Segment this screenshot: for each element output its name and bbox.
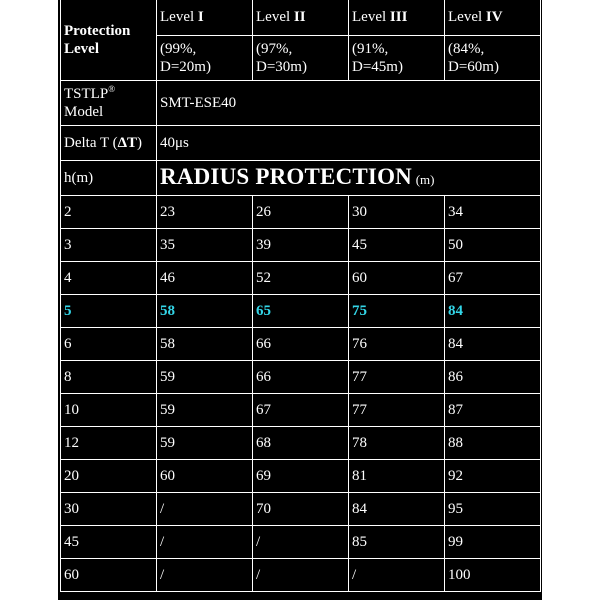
- level-i-detail-line1: (99%,: [160, 41, 197, 57]
- header-row-levels: [61, 0, 541, 36]
- radius-cell-level-2: /: [253, 526, 349, 559]
- radius-cell-level-1: 35: [157, 229, 253, 262]
- model-row: [61, 81, 541, 126]
- radius-cell-level-3: 75: [349, 295, 445, 328]
- level-iii-detail-line2: D=45m): [352, 59, 403, 75]
- level-ii-detail: [253, 36, 349, 81]
- level-word: Level: [160, 9, 195, 25]
- delta-t-prefix: Delta T (: [64, 135, 118, 151]
- radius-cell-level-2: 52: [253, 262, 349, 295]
- height-cell: 45: [61, 526, 157, 559]
- table-row: [61, 295, 541, 328]
- radius-cell-level-2: /: [253, 559, 349, 592]
- radius-cell-level-1: 59: [157, 427, 253, 460]
- level-i-header: [157, 0, 253, 36]
- height-cell: 6: [61, 328, 157, 361]
- radius-cell-level-1: 58: [157, 328, 253, 361]
- registered-mark: ®: [108, 84, 116, 94]
- level-iv-roman: IV: [485, 9, 503, 25]
- level-ii-roman: II: [293, 9, 306, 25]
- level-i-detail-line2: D=20m): [160, 59, 211, 75]
- level-ii-header: [253, 0, 349, 36]
- table-row: [61, 196, 541, 229]
- radius-cell-level-1: 58: [157, 295, 253, 328]
- height-cell: 2: [61, 196, 157, 229]
- table-row: [61, 559, 541, 592]
- height-cell: 8: [61, 361, 157, 394]
- radius-cell-level-2: 66: [253, 361, 349, 394]
- height-cell: 3: [61, 229, 157, 262]
- delta-t-label: [61, 126, 157, 161]
- radius-cell-level-3: 77: [349, 394, 445, 427]
- radius-title-text: RADIUS PROTECTION: [160, 163, 412, 189]
- level-iii-header: [349, 0, 445, 36]
- level-i-roman: I: [197, 9, 204, 25]
- table-row: [61, 394, 541, 427]
- table-row: [61, 229, 541, 262]
- radius-cell-level-4: 84: [445, 328, 541, 361]
- radius-cell-level-4: 50: [445, 229, 541, 262]
- table-row: [61, 328, 541, 361]
- radius-cell-level-4: 99: [445, 526, 541, 559]
- radius-cell-level-2: 26: [253, 196, 349, 229]
- level-iv-detail: [445, 36, 541, 81]
- radius-cell-level-4: 95: [445, 493, 541, 526]
- radius-cell-level-1: 46: [157, 262, 253, 295]
- radius-title-row: [61, 161, 541, 196]
- table-row: [61, 460, 541, 493]
- radius-cell-level-1: /: [157, 493, 253, 526]
- radius-cell-level-4: 87: [445, 394, 541, 427]
- level-ii-detail-line2: D=30m): [256, 59, 307, 75]
- radius-protection-sheet: [58, 0, 542, 600]
- radius-cell-level-3: 77: [349, 361, 445, 394]
- radius-cell-level-3: 81: [349, 460, 445, 493]
- model-label: [61, 81, 157, 126]
- protection-level-line2: Level: [64, 40, 99, 57]
- level-word: Level: [448, 9, 483, 25]
- level-word: Level: [256, 9, 291, 25]
- delta-t-suffix: ): [137, 135, 143, 151]
- level-ii-detail-line1: (97%,: [256, 41, 293, 57]
- delta-t-row: [61, 126, 541, 161]
- radius-cell-level-3: 78: [349, 427, 445, 460]
- level-i-detail: [157, 36, 253, 81]
- radius-cell-level-4: 67: [445, 262, 541, 295]
- table-row: [61, 361, 541, 394]
- radius-cell-level-2: 70: [253, 493, 349, 526]
- table-row: [61, 526, 541, 559]
- radius-protection-table: [60, 0, 541, 592]
- height-cell: 12: [61, 427, 157, 460]
- radius-cell-level-4: 34: [445, 196, 541, 229]
- radius-cell-level-1: 59: [157, 361, 253, 394]
- radius-cell-level-2: 67: [253, 394, 349, 427]
- radius-cell-level-4: 92: [445, 460, 541, 493]
- radius-cell-level-4: 86: [445, 361, 541, 394]
- model-value: SMT-ESE40: [157, 81, 541, 126]
- height-cell: 30: [61, 493, 157, 526]
- level-iv-detail-line1: (84%,: [448, 41, 485, 57]
- radius-cell-level-3: 30: [349, 196, 445, 229]
- height-cell: 20: [61, 460, 157, 493]
- radius-cell-level-4: 100: [445, 559, 541, 592]
- radius-cell-level-2: 39: [253, 229, 349, 262]
- radius-unit: (m): [415, 171, 435, 187]
- radius-cell-level-3: 60: [349, 262, 445, 295]
- table-row: [61, 427, 541, 460]
- radius-cell-level-4: 88: [445, 427, 541, 460]
- level-iv-header: [445, 0, 541, 36]
- protection-level-line1: Protection: [64, 22, 131, 39]
- height-column-header: h(m): [61, 161, 157, 196]
- level-iv-detail-line2: D=60m): [448, 59, 499, 75]
- radius-cell-level-4: 84: [445, 295, 541, 328]
- radius-cell-level-1: /: [157, 526, 253, 559]
- radius-cell-level-1: 60: [157, 460, 253, 493]
- level-iii-detail-line1: (91%,: [352, 41, 389, 57]
- radius-cell-level-3: /: [349, 559, 445, 592]
- radius-cell-level-1: /: [157, 559, 253, 592]
- radius-cell-level-3: 45: [349, 229, 445, 262]
- model-label-line2: Model: [64, 104, 104, 120]
- level-word: Level: [352, 9, 387, 25]
- radius-cell-level-1: 59: [157, 394, 253, 427]
- radius-cell-level-3: 76: [349, 328, 445, 361]
- radius-cell-level-3: 84: [349, 493, 445, 526]
- level-iii-detail: [349, 36, 445, 81]
- radius-cell-level-2: 65: [253, 295, 349, 328]
- radius-cell-level-2: 69: [253, 460, 349, 493]
- radius-cell-level-2: 66: [253, 328, 349, 361]
- height-cell: 5: [61, 295, 157, 328]
- height-cell: 10: [61, 394, 157, 427]
- model-label-line1: TSTLP: [64, 86, 109, 102]
- radius-cell-level-2: 68: [253, 427, 349, 460]
- table-row: [61, 493, 541, 526]
- height-cell: 60: [61, 559, 157, 592]
- delta-t-symbol: ΔT: [117, 135, 138, 151]
- height-cell: 4: [61, 262, 157, 295]
- radius-protection-title: [157, 161, 541, 196]
- radius-cell-level-3: 85: [349, 526, 445, 559]
- radius-cell-level-1: 23: [157, 196, 253, 229]
- protection-level-header: [61, 0, 157, 81]
- table-row: [61, 262, 541, 295]
- level-iii-roman: III: [389, 9, 408, 25]
- delta-t-value: 40μs: [157, 126, 541, 161]
